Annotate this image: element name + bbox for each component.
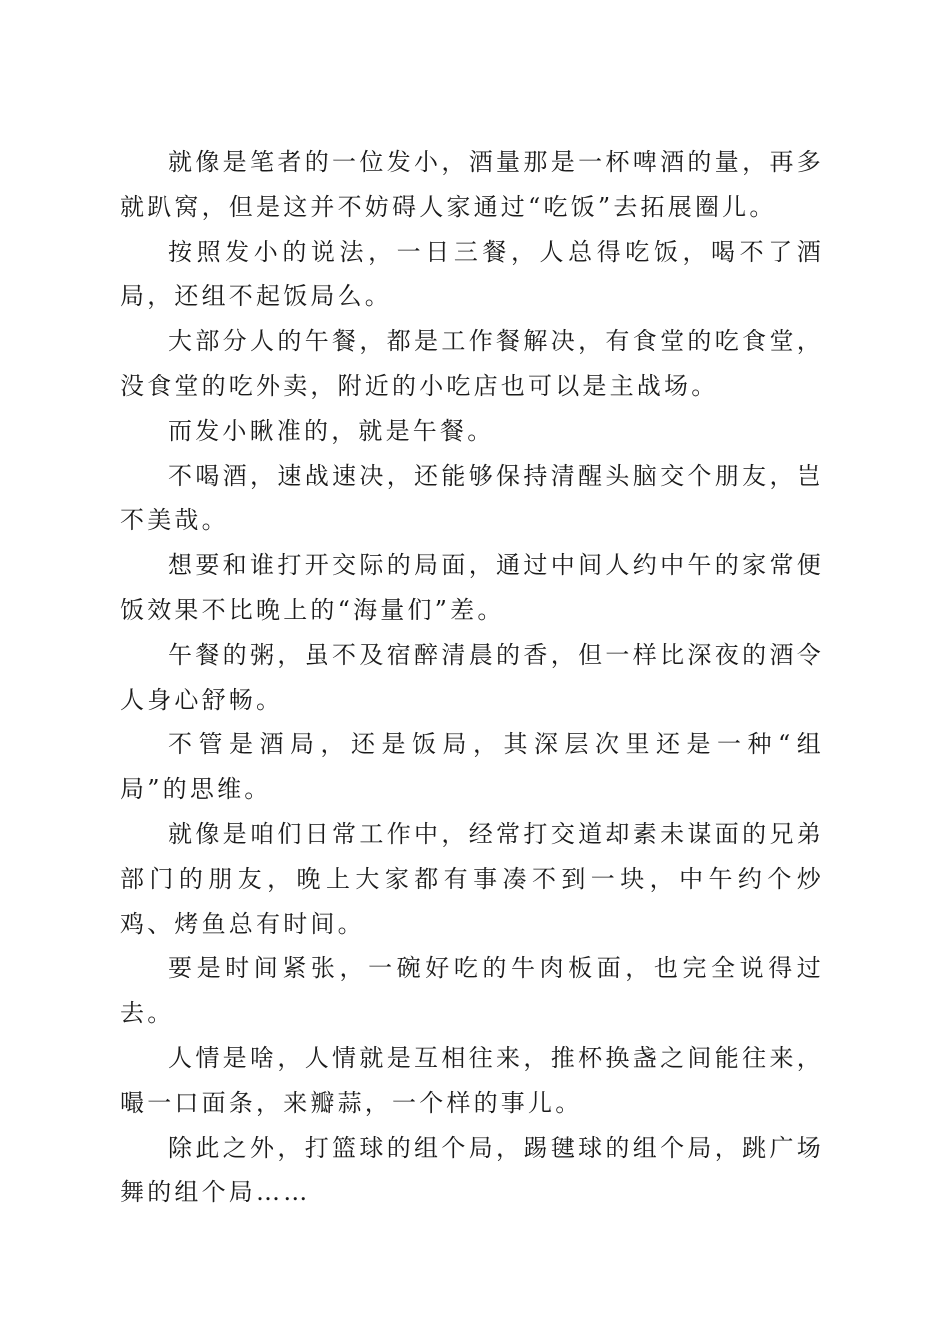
paragraph: 想要和谁打开交际的局面，通过中间人约中午的家常便饭效果不比晚上的“海量们”差。 xyxy=(120,551,824,624)
paragraph: 大部分人的午餐，都是工作餐解决，有食堂的吃食堂，没食堂的吃外卖，附近的小吃店也可以是主战场。 xyxy=(120,327,824,400)
paragraph: 要是时间紧张，一碗好吃的牛肉板面，也完全说得过去。 xyxy=(120,954,824,1028)
paragraph: 按照发小的说法，一日三餐，人总得吃饭，喝不了酒局，还组不起饭局么。 xyxy=(120,237,824,311)
paragraph: 就像是咱们日常工作中，经常打交道却素未谋面的兄弟部门的朋友，晚上大家都有事凑不到一块，中午约个炒鸡、烤鱼总有时间。 xyxy=(120,819,824,938)
paragraph: 不喝酒，速战速决，还能够保持清醒头脑交个朋友，岂不美哉。 xyxy=(120,461,824,535)
document-body xyxy=(120,140,824,1215)
paragraph: 而发小瞅准的，就是午餐。 xyxy=(168,416,495,445)
paragraph: 午餐的粥，虽不及宿醉清晨的香，但一样比深夜的酒令人身心舒畅。 xyxy=(120,640,824,714)
paragraph: 就像是笔者的一位发小，酒量那是一杯啤酒的量，再多就趴窝，但是这并不妨碍人家通过“吃饭”去拓展圈儿。 xyxy=(120,148,824,221)
paragraph: 人情是啥，人情就是互相往来，推杯换盏之间能往来，嘬一口面条，来瓣蒜，一个样的事儿。 xyxy=(120,1043,824,1117)
paragraph: 除此之外，打篮球的组个局，踢毽球的组个局，跳广场舞的组个局…… xyxy=(120,1133,824,1207)
paragraph: 不管是酒局，还是饭局，其深层次里还是一种“组局”的思维。 xyxy=(120,730,824,804)
